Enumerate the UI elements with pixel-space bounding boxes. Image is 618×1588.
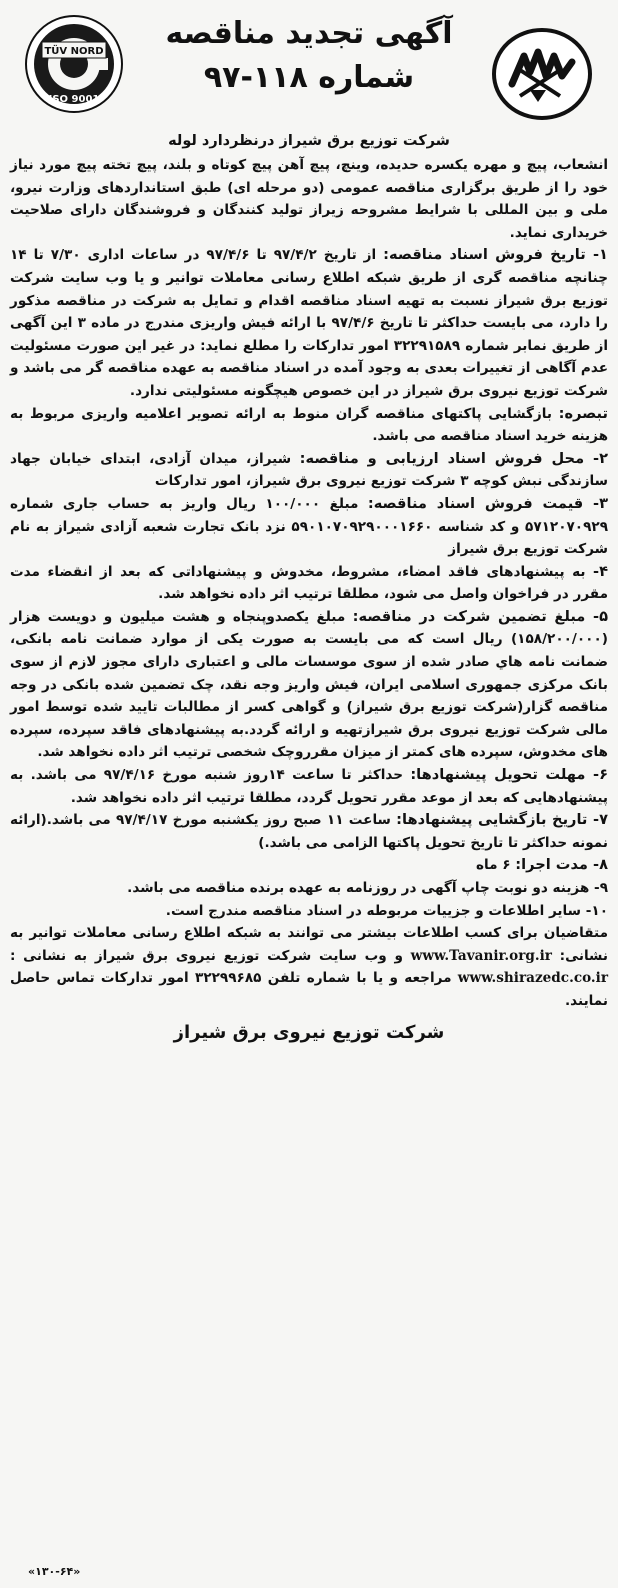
header [10,8,608,126]
section-text: مبلغ یکصدوپنجاه و هشت میلیون و دویست هزار (۱۵۸/۲۰۰/۰۰۰) ریال است که می بایست به صورت یکی از موارد ضمانت نامه بانکی، ضمانت نامه هاي صادر شده از سوی موسسات مالی و اعتباری دارای مجوز لازم از سوی بانک مرکزی جمهوری اسلامی ایران، فیش واریز وجه نقد، چک تضمین شده بانکی در وجه مناقصه گزار(شرکت توزیع برق شیراز) و گواهی کسر از مطالبات تایید شده توسط امور مالی شرکت توزیع نیروی برق شیرازتهیه و ارائه گردد.به پیشنهادهای فاقد سپرده، سپرده های مخدوش، سپرده های کمتر از میزان مقرروچک شخصی ترتیب اثر داده نخواهد شد. [10,608,608,761]
section-1 [10,244,608,402]
seal-text-top: TÜV NORD [44,46,104,57]
section-heading: ۲- محل فروش اسناد ارزیابی و مناقصه: [299,449,609,467]
tavanir-url-link[interactable]: www.Tavanir.org.ir [410,947,552,964]
closing-text-2: و وب سایت شرکت توزیع نیروی برق شیراز به نشانی : [10,947,411,964]
section-6 [10,764,608,809]
section-7 [10,809,608,854]
intro-paragraph: انشعاب، پیچ و مهره یکسره حدیده، وینچ، پیچ آهن پیچ کوتاه و بلند، پیچ تخته پیچ مورد نیاز خود را از طریق برگزاری مناقصه عمومی (دو مرحله ای) طبق استانداردهای وزارت نیرو، ملی و بین المللی با شرایط مشروحه زیراز تولید کنندگان و فروشندگان دارای صلاحیت خریداری نماید. [10,157,608,241]
section-heading: ۷- تاریخ بازگشایی پیشنهادها: [396,811,608,829]
section-text: ۱۰- سایر اطلاعات و جزییات مربوطه در اسناد مناقصه مندرج است. [165,902,608,919]
tuv-nord-iso-9001-seal-icon [24,14,124,114]
section-note [10,403,608,448]
section-text: از تاریخ ۹۷/۴/۲ تا ۹۷/۴/۶ در ساعات اداری ۷/۳۰ تا ۱۴ چنانچه مناقصه گری از طریق شبکه اطلاع رسانی معاملات توانیر و یا وب سایت شرکت توزیع برق شیراز نسبت به تهیه اسناد مناقصه اقدام و تمایل به شرکت در مناقصه مذکور را دارد، می بایست حداکثر تا تاریخ ۹۷/۴/۶ با ارائه فیش واریزی مندرج در ماده ۳ این آگهی از طریق نمابر شماره ۳۲۲۹۱۵۸۹ امور تدارکات را مطلع نماید: در غیر این صورت مسئولیت عدم آگاهی از تغییرات بعدی به وجود آمده در اسناد مناقصه به عهده مناقصه گر می باشد و شرکت توزیع نیروی برق شیراز در این خصوص هیچگونه مسئولیتی ندارد. [10,247,608,399]
section-10 [10,900,608,923]
section-text: به پیشنهادهای فاقد امضاء، مشروط، مخدوش و پیشنهاداتی که بعد از انقضاء مدت مقرر در فراخوان واصل می شود، مطلقا ترتیب اثر داده نخواهد شد. [10,563,608,603]
closing-text-1: متقاضیان برای کسب اطلاعات بیشتر می توانند به شبکه اطلاع رسانی معاملات توانیر به نشانی: [10,925,608,964]
shirazedc-url-link[interactable]: www.shirazedc.co.ir [457,970,608,987]
intro-first-line: شرکت توزیع برق شیراز درنظردارد لوله [168,133,450,149]
section-text: حداکثر تا ساعت ۱۴روز شنبه مورخ ۹۷/۴/۱۶ می باشد. به پیشنهادهایی که بعد از موعد مقرر تحویل گردد، مطلقا ترتیب اثر داده نخواهد شد. [10,767,608,806]
footer-code: «۱۳۰-۶۴» [28,1565,81,1578]
section-5 [10,606,608,764]
section-text: مبلغ ۱۰۰/۰۰۰ ریال واریز به حساب جاری شماره ۵۷۱۲۰۷۰۹۲۹ و کد شناسه ۵۹۰۱۰۷۰۹۲۹۰۰۰۱۶۶۰ نزد بانک تجارت شعبه آزادی شیراز به نام شرکت توزیع برق شیراز [10,495,608,558]
closing-text-3: مراجعه و یا با شماره تلفن ۳۲۲۹۹۶۸۵ امور تدارکات تماس حاصل نمایند. [10,970,608,1009]
section-heading: ۱- تاریخ فروش اسناد مناقصه: [383,246,608,264]
page-title: آگهی تجدید مناقصه [165,16,453,51]
section-heading: ۸- مدت اجرا: [515,856,608,874]
section-heading: ۶- مهلت تحویل پیشنهادها: [410,766,609,784]
tender-body [10,154,608,1013]
section-heading: ۳- قیمت فروش اسناد مناقصه: [367,494,608,512]
section-text: بازگشایی پاکتهای مناقصه گران منوط به ارائه تصویر اعلامیه واریزی مربوط به هزینه خرید اسناد مناقصه می باشد. [10,405,608,445]
section-4 [10,561,608,606]
section-9 [10,877,608,900]
seal-text-bottom: ISO 9001 [48,94,100,105]
tavanir-logo-icon [490,26,594,122]
section-2 [10,448,608,493]
section-3 [10,493,608,561]
closing-paragraph [10,922,608,1012]
section-8 [10,854,608,877]
footer-company-name: شرکت توزیع نیروی برق شیراز [173,1021,445,1043]
section-text: شیراز، میدان آزادی، ابتدای خیابان جهاد سازندگی نبش کوچه ۳ شرکت توزیع نیروی برق شیراز، امور تدارکات [10,450,608,490]
title-block [135,8,483,98]
tender-number: شماره ۱۱۸-۹۷ [203,60,415,95]
section-heading: تبصره: [558,404,608,422]
section-heading: ۴- [593,562,608,580]
section-text: ساعت ۱۱ صبح روز یکشنبه مورخ ۹۷/۴/۱۷ می باشد.(ارائه نمونه حداکثر تا تاریخ تحویل پاکتها الزامی می باشد.) [10,812,608,851]
section-text: ۶ ماه [475,857,516,874]
section-text: ۹- هزینه دو نوبت چاپ آگهی در روزنامه به عهده برنده مناقصه می باشد. [127,880,608,896]
section-heading: ۵- مبلغ تضمین شرکت در مناقصه: [352,607,608,625]
